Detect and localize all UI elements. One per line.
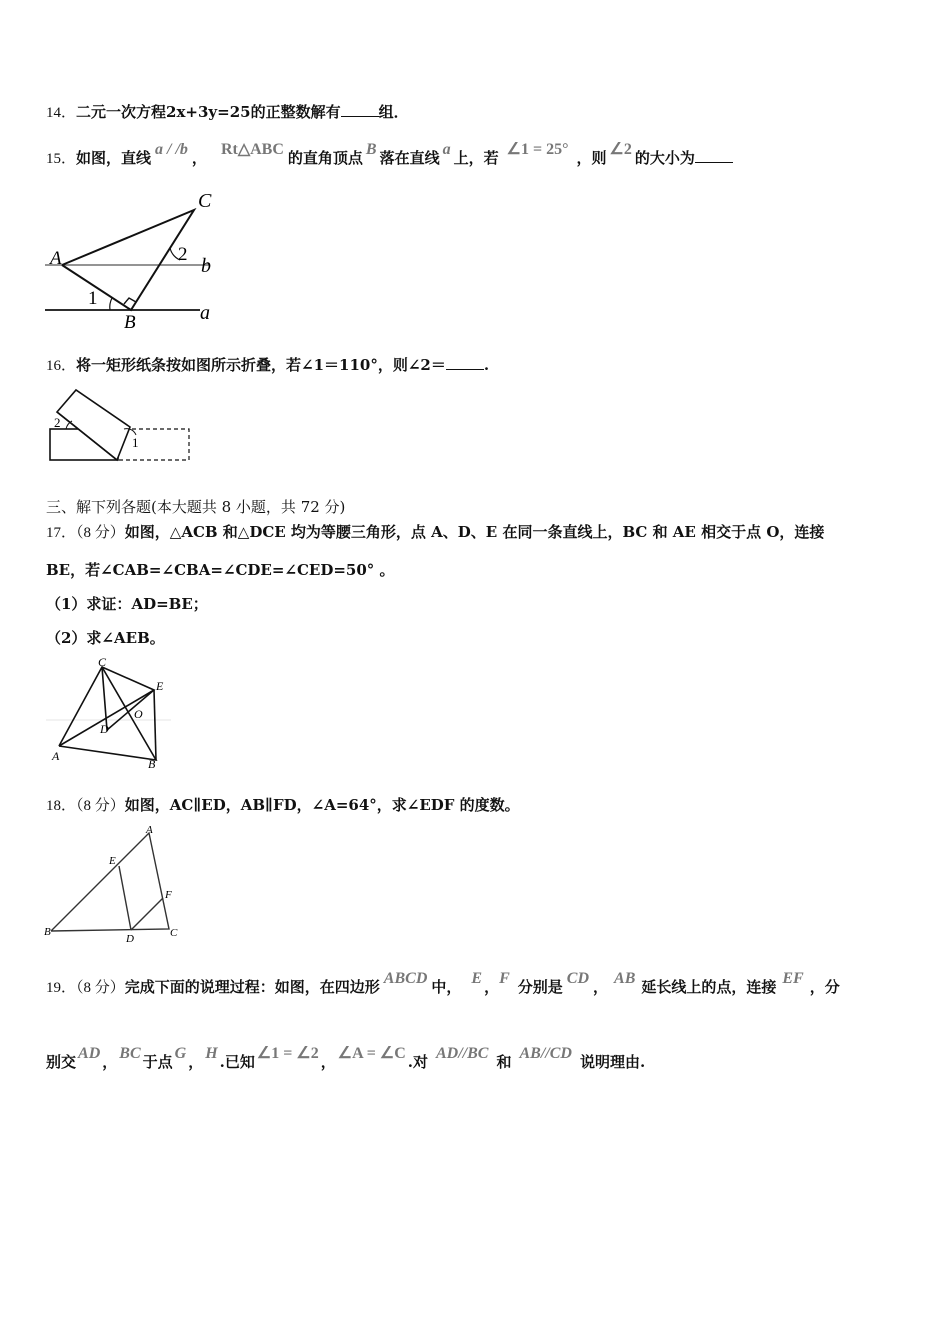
math-expr: ABCD (383, 970, 428, 987)
math-expr: AD (78, 1045, 101, 1062)
q15-text: 落在直线 (379, 149, 440, 167)
math-expr: ∠1 = ∠2 (256, 1045, 319, 1062)
q19-text: 完成下面的说理过程：如图，在四边形 (124, 978, 380, 996)
label-e: E (109, 855, 116, 867)
q15-text: 上，若 (453, 149, 499, 167)
math-expr: EF (782, 970, 804, 987)
question-number: 19． (46, 980, 77, 996)
q15-figure (40, 190, 220, 333)
label-c: C (98, 655, 107, 669)
question-15 (46, 141, 733, 169)
question-17-sub1 (46, 594, 208, 614)
q19-text: 和 (496, 1053, 512, 1071)
question-number: 17． (46, 525, 77, 541)
q19-text: ， (593, 978, 609, 996)
section-title (46, 497, 345, 517)
label-b: B (44, 926, 51, 938)
label-f: F (165, 889, 172, 901)
q18-figure (42, 822, 192, 945)
label-line-a: a (200, 302, 210, 324)
q19-text: ， (102, 1053, 118, 1071)
label-d: D (126, 933, 134, 945)
label-a: A (52, 749, 60, 763)
math-expr: a (442, 141, 451, 158)
score: （8 分） (76, 798, 125, 814)
math-expr: AB//CD (519, 1045, 572, 1062)
q19-text: 于点 (142, 1053, 173, 1071)
question-number: 16． (46, 358, 77, 374)
answer-blank (695, 148, 733, 163)
q15-text: ， (191, 149, 207, 167)
label-angle-2: 2 (54, 415, 61, 430)
question-17-line2 (46, 560, 395, 580)
label-line-b: b (201, 255, 211, 277)
math-expr: BC (119, 1045, 141, 1062)
question-18 (46, 795, 520, 816)
math-expr: ∠A = ∠C (337, 1045, 406, 1062)
label-d: D (100, 722, 109, 736)
triangle-dce (102, 667, 154, 730)
q16-end: . (483, 356, 490, 374)
math-expr: ∠1 = 25° (506, 141, 569, 158)
q17-sub1: （1）求证：AD=BE； (46, 595, 208, 613)
label-a: A (146, 824, 153, 836)
label-e: E (156, 679, 164, 693)
q19-text: ，分 (809, 978, 840, 996)
q17-text: 如图，△ACB 和△DCE 均为等腰三角形，点 A、D、E 在同一条直线上，BC 和 AE 相交于点 O，连接 (124, 523, 825, 541)
math-expr: B (365, 141, 377, 158)
math-expr: F (499, 970, 510, 987)
math-expr: AD//BC (435, 1045, 489, 1062)
q19-text: 说明理由. (579, 1053, 646, 1071)
math-expr: Rt△ABC (220, 141, 284, 158)
q15-text: 的大小为 (634, 149, 695, 167)
q19-text: ， (320, 1053, 336, 1071)
q14-text: 的正整数解有 (250, 103, 341, 121)
triangle-abc (51, 833, 169, 931)
q16-text: 将一矩形纸条按如图所示折叠，若∠1＝110°，则∠2＝ (76, 356, 446, 374)
q19-text: 中， (431, 978, 462, 996)
question-19-line1 (46, 970, 840, 998)
line-be (154, 690, 156, 760)
segment-df (131, 898, 163, 930)
label-o: O (134, 707, 143, 721)
math-expr: H (205, 1045, 218, 1062)
question-16 (46, 355, 489, 376)
label-angle-2: 2 (178, 244, 188, 265)
question-number: 15． (46, 151, 77, 167)
equation: 2x+3y=25 (166, 103, 251, 121)
q19-text: 分别是 (517, 978, 563, 996)
answer-blank (446, 355, 484, 370)
triangle-abc (62, 210, 194, 310)
label-b-point: B (124, 312, 136, 333)
math-expr: a / /b (155, 141, 188, 158)
label-a-point: A (50, 248, 62, 269)
q16-figure (46, 385, 206, 465)
answer-blank (341, 102, 379, 117)
q19-text: 延长线上的点，连接 (641, 978, 777, 996)
segment-ed (119, 866, 131, 930)
question-number: 14． (46, 105, 77, 121)
q17-text: BE，若∠CAB=∠CBA=∠CDE=∠CED=50° 。 (46, 561, 395, 579)
q15-text: 如图，直线 (76, 149, 152, 167)
question-14 (46, 102, 409, 123)
label-b: B (148, 757, 156, 771)
q15-text: ，则 (576, 149, 607, 167)
question-17-line1 (46, 522, 824, 543)
question-19-line2 (46, 1045, 646, 1073)
q17-sub2: （2）求∠AEB。 (46, 629, 165, 647)
strip-dashed (118, 429, 189, 460)
math-expr: AB (614, 970, 636, 987)
q14-text: 二元一次方程 (76, 103, 167, 121)
math-expr: G (174, 1045, 187, 1062)
label-angle-1: 1 (88, 288, 98, 309)
label-c: C (198, 190, 212, 212)
math-expr: CD (566, 970, 589, 987)
label-angle-1: 1 (132, 435, 139, 450)
q19-text: .对 (407, 1053, 428, 1071)
label-c: C (170, 927, 178, 939)
score: （8 分） (76, 980, 125, 996)
q19-text: 别交 (46, 1053, 77, 1071)
score: （8 分） (76, 525, 125, 541)
q19-text: ， (484, 978, 500, 996)
q18-text: 如图，AC∥ED，AB∥FD，∠A=64°，求∠EDF 的度数。 (124, 796, 520, 814)
q19-text: .已知 (219, 1053, 255, 1071)
question-number: 18． (46, 798, 77, 814)
q19-text: ， (188, 1053, 204, 1071)
math-expr: ∠2 (609, 141, 632, 158)
angle-1-arc (110, 298, 112, 310)
q14-text: 组． (378, 103, 409, 121)
section-title-text: 三、解下列各题(本大题共 8 小题，共 72 分) (46, 498, 346, 516)
math-expr: E (471, 970, 483, 987)
question-17-sub2 (46, 628, 165, 648)
q15-text: 的直角顶点 (287, 149, 363, 167)
q17-figure (46, 655, 186, 773)
